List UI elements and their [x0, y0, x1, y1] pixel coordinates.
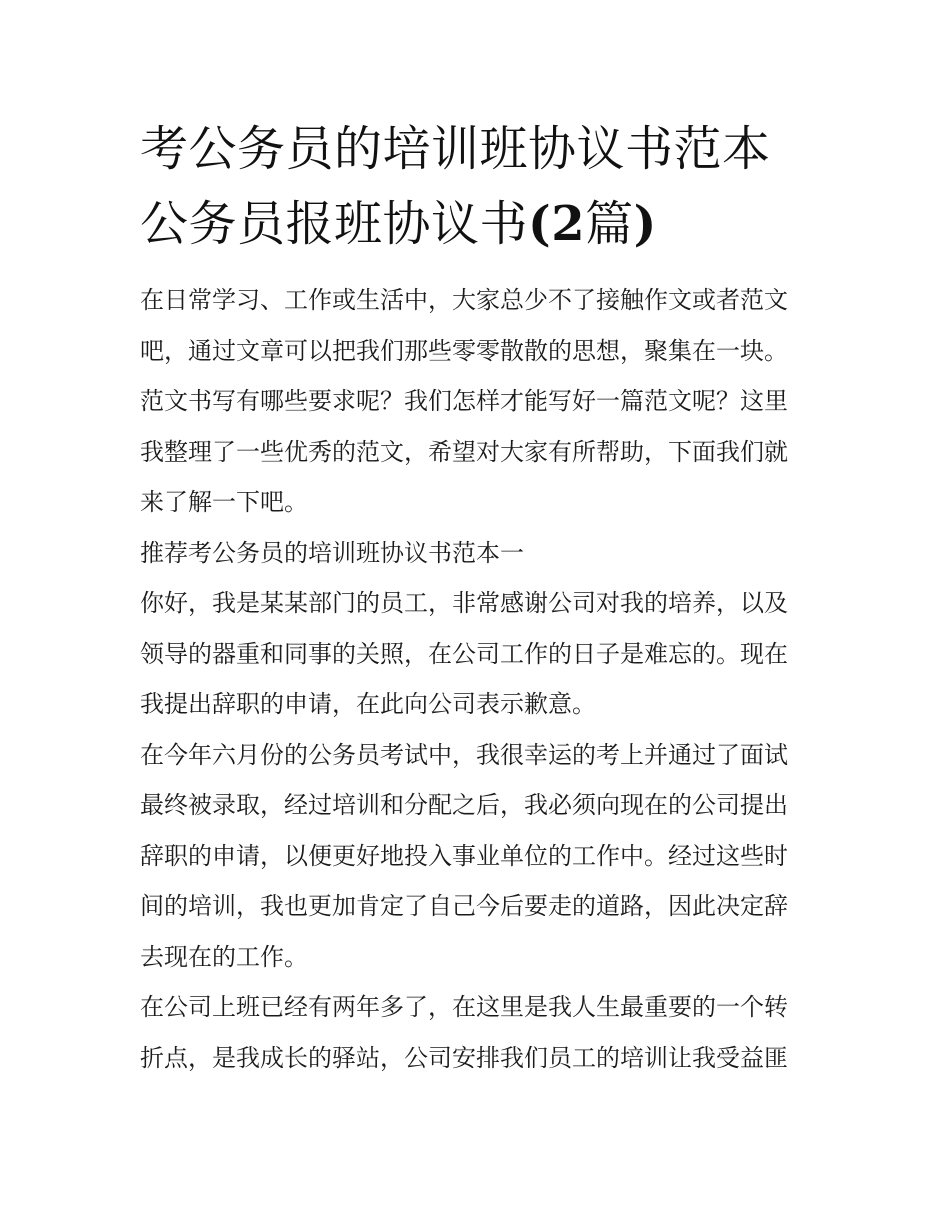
body-paragraph	[140, 730, 815, 983]
text-line: 吧，通过文章可以把我们那些零零散散的思想，聚集在一块。	[140, 336, 788, 365]
text-line: 领导的器重和同事的关照，在公司工作的日子是难忘的。现在	[140, 639, 788, 668]
text-line: 来了解一下吧。	[140, 488, 308, 516]
text-line: 去现在的工作。	[140, 942, 308, 971]
text-line: 我提出辞职的申请，在此向公司表示歉意。	[140, 690, 596, 718]
text-line: 推荐考公务员的培训班协议书范本一	[140, 538, 524, 567]
text-line: 我整理了一些优秀的范文，希望对大家有所帮助，下面我们就	[140, 437, 788, 466]
text-line: 辞职的申请，以便更好地投入事业单位的工作中。经过这些时	[140, 841, 788, 870]
body-paragraph	[140, 982, 815, 1083]
section-heading	[140, 528, 815, 579]
text-line: 在日常学习、工作或生活中，大家总少不了接触作文或者范文	[140, 286, 788, 314]
text-line: 在公司上班已经有两年多了，在这里是我人生最重要的一个转	[140, 993, 788, 1021]
text-line: 间的培训，我也更加肯定了自己今后要走的道路，因此决定辞	[140, 892, 788, 920]
title-line-2: 公务员报班协议书(2篇)	[140, 196, 657, 252]
text-line: 在今年六月份的公务员考试中，我很幸运的考上并通过了面试	[140, 740, 788, 769]
document-body	[140, 275, 815, 1083]
body-paragraph	[140, 578, 815, 730]
text-line: 折点，是我成长的驿站，公司安排我们员工的培训让我受益匪	[140, 1043, 788, 1072]
text-line: 最终被录取，经过培训和分配之后，我必须向现在的公司提出	[140, 791, 788, 819]
text-line: 范文书写有哪些要求呢？我们怎样才能写好一篇范文呢？这里	[140, 387, 788, 415]
title-line-1: 考公务员的培训班协议书范本	[140, 121, 771, 177]
text-line: 你好，我是某某部门的员工，非常感谢公司对我的培养，以及	[140, 589, 788, 617]
intro-paragraph	[140, 275, 815, 528]
document-title	[140, 112, 840, 262]
